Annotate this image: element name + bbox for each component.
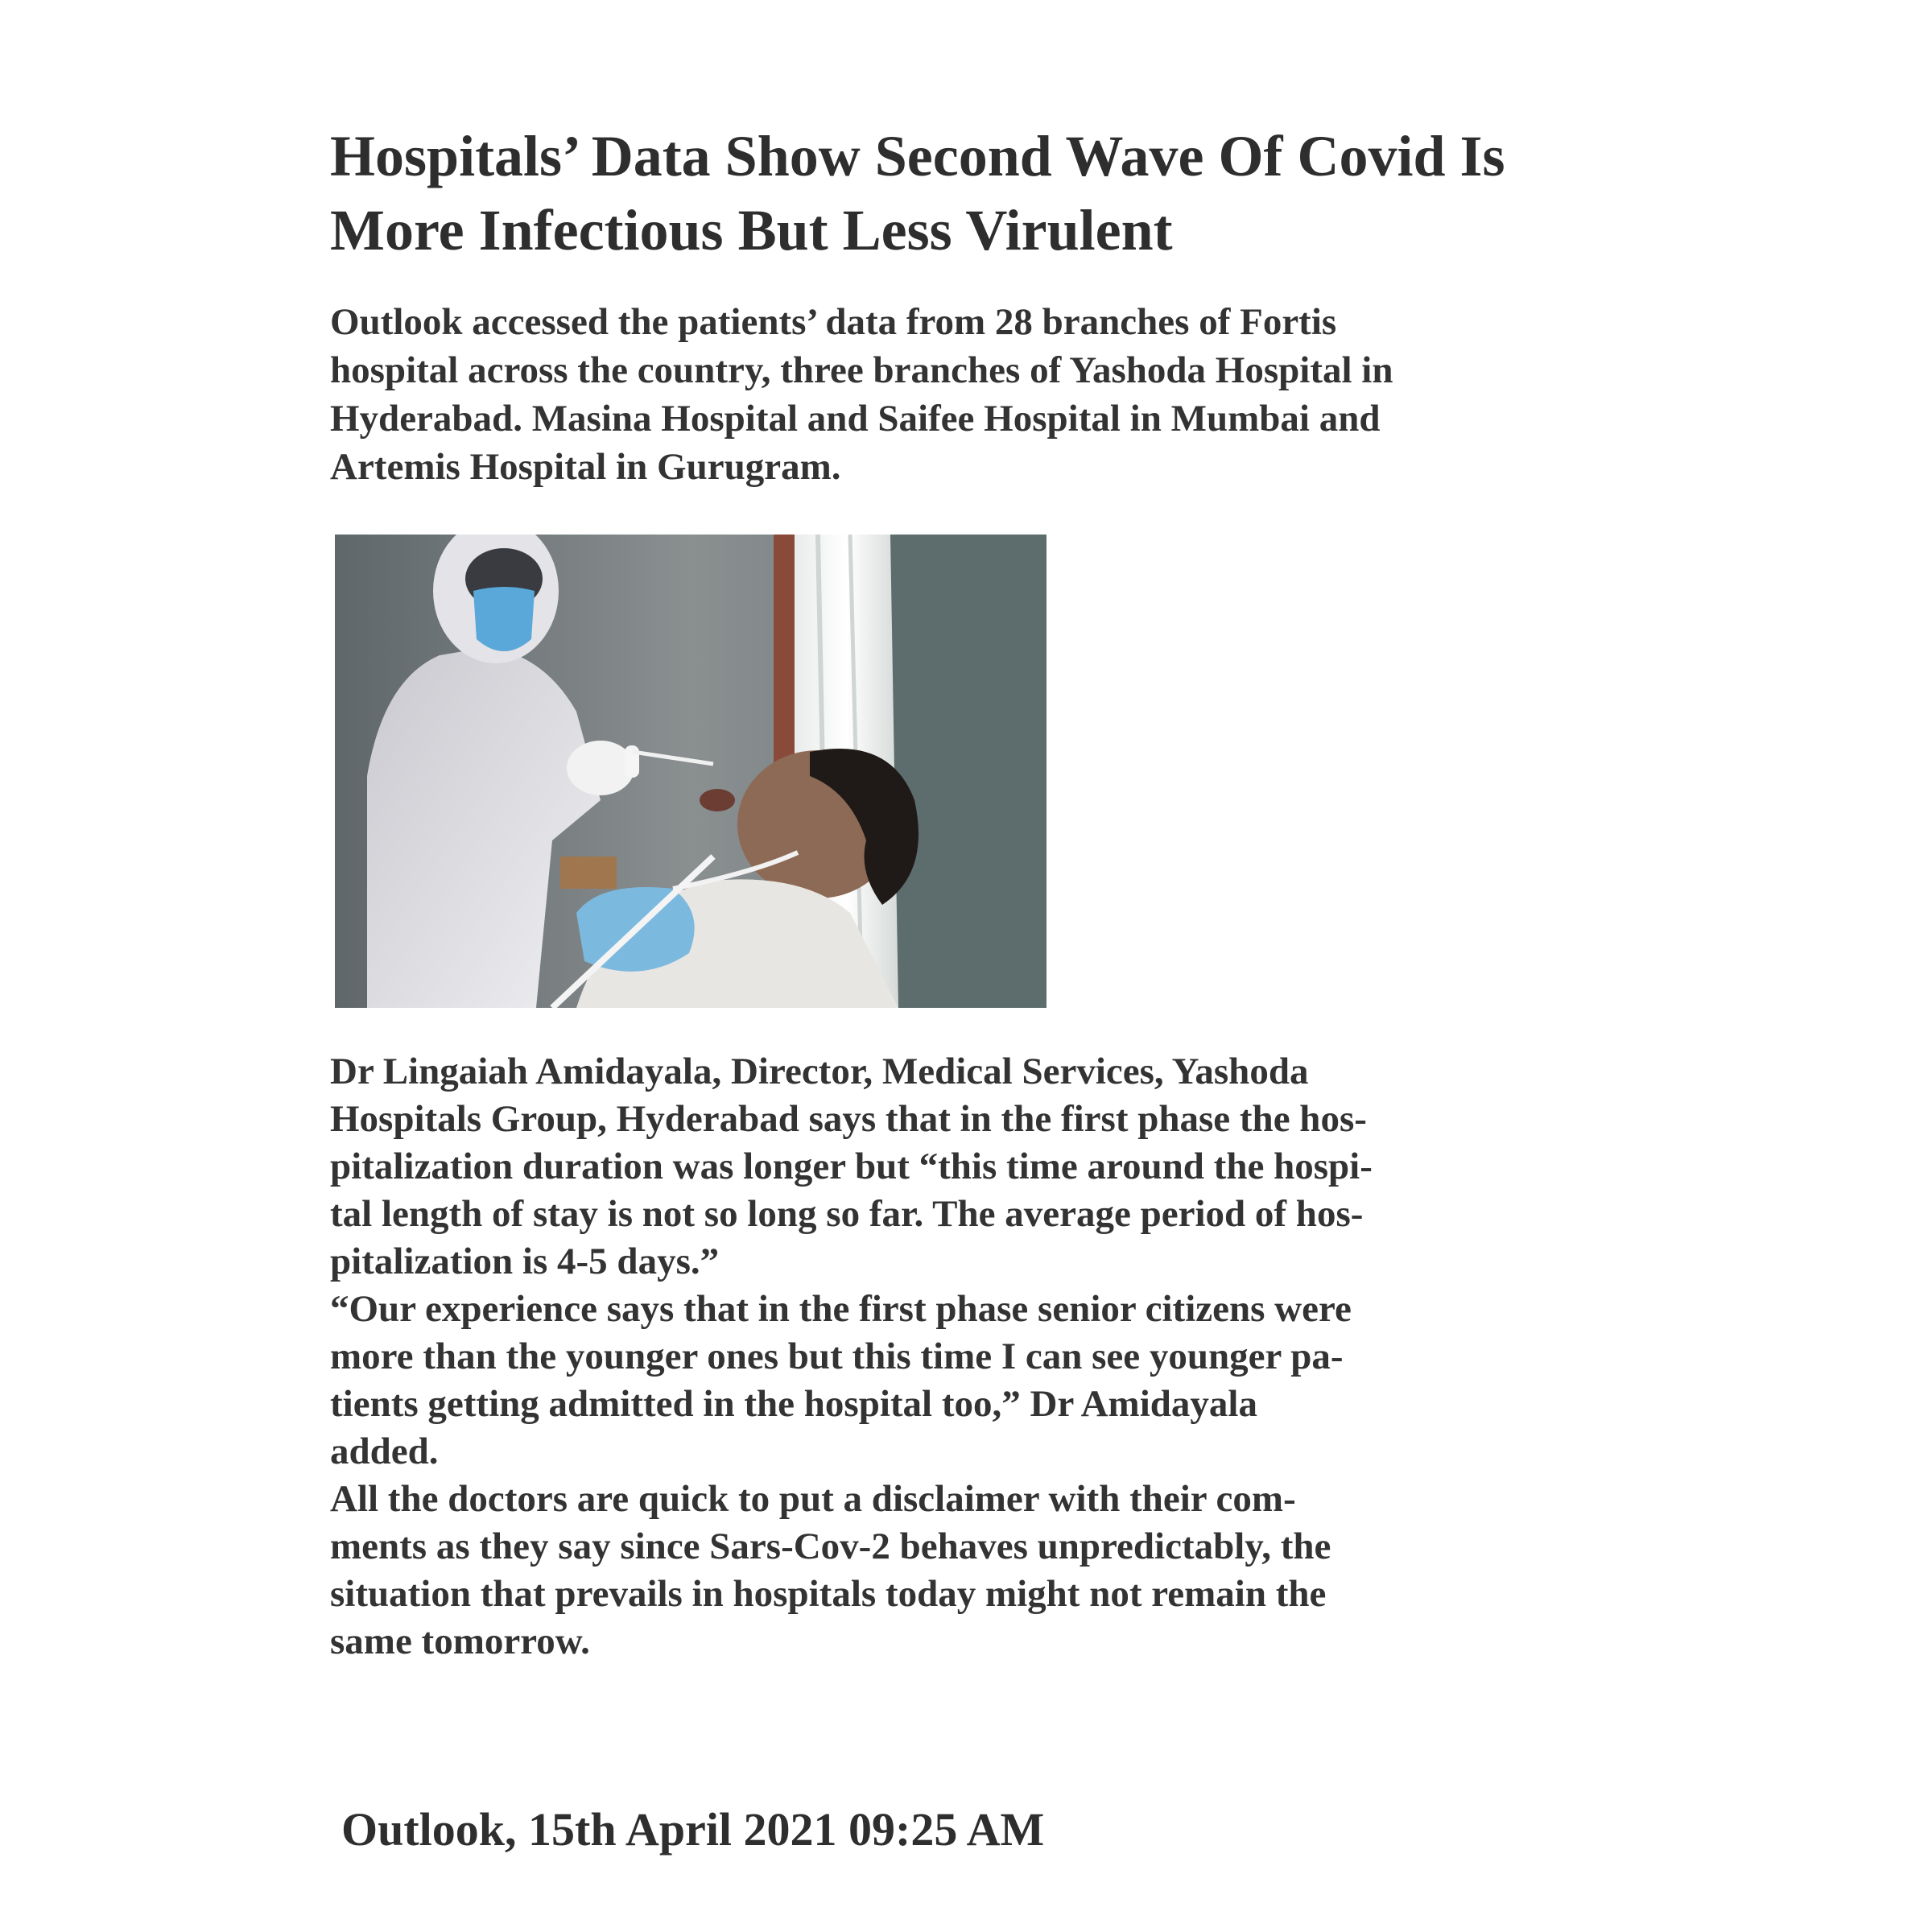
covid-swab-test-illustration <box>335 535 1046 1008</box>
article <box>330 119 1538 1856</box>
body-paragraph: “Our experience says that in the first phase senior citizens were more than the younger ones but this time I can see younger pa- tients getting admitted in the hospital too,” Dr Amidayala added. <box>330 1288 1352 1472</box>
lede-paragraph: Outlook accessed the patients’ data from 28 branches of Fortis hospital across the country, three branches of Yashoda Hospital in Hyderabad. Masina Hospital and Saifee Hospital in Mumbai and Artemis Hospital in Gurugram. <box>330 301 1393 488</box>
headline: Hospitals’ Data Show Second Wave Of Covid Is More Infectious But Less Virulent <box>330 124 1505 262</box>
body-paragraph: All the doctors are quick to put a disclaimer with their com- ments as they say since Sars-Cov-2 behaves unpredictably, the situation that prevails in hospitals today might not remain the same tomorrow. <box>330 1478 1331 1662</box>
article-body <box>330 1048 1473 1666</box>
article-photo <box>335 535 1046 1008</box>
dateline: Outlook, 15th April 2021 09:25 AM <box>341 1803 1045 1856</box>
body-paragraph: Dr Lingaiah Amidayala, Director, Medical Services, Yashoda Hospitals Group, Hyderabad says that in the first phase the hos- pitalization duration was longer but “this time around the hospi- tal length of stay is not so long so far. The average period of hos- pitalization is 4-5 days.” <box>330 1051 1373 1282</box>
